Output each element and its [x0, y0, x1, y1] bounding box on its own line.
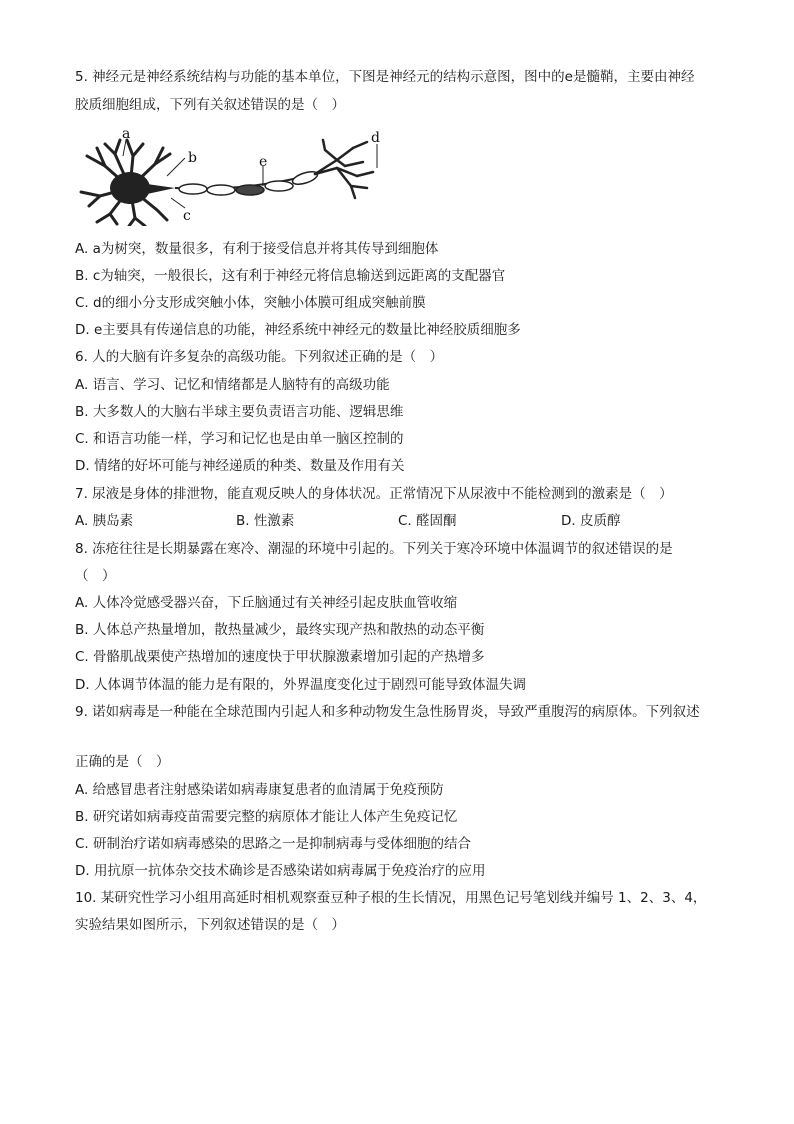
neuron-drawing: [75, 126, 395, 226]
q8-option-b: B. 人体总产热量增加，散热量减少，最终实现产热和散热的动态平衡: [75, 622, 485, 638]
q6-option-b: B. 大多数人的大脑右半球主要负责语言功能、逻辑思维: [75, 404, 404, 420]
q9-option-d: D. 用抗原一抗体杂交技术确诊是否感染诺如病毒属于免疫治疗的应用: [75, 863, 486, 879]
q9-option-b: B. 研究诺如病毒疫苗需要完整的病原体才能让人体产生免疫记忆: [75, 809, 458, 825]
axon-hillock: [147, 184, 175, 194]
label-c: c: [183, 208, 191, 224]
q6-stem: 6. 人的大脑有许多复杂的高级功能。下列叙述正确的是（ ）: [75, 349, 444, 365]
q9-option-c: C. 研制治疗诺如病毒感染的思路之一是抑制病毒与受体细胞的结合: [75, 836, 472, 852]
q5-option-a: A. a为树突，数量很多，有利于接受信息并将其传导到细胞体: [75, 241, 439, 257]
label-d: d: [371, 130, 380, 146]
label-b: b: [188, 150, 197, 166]
q6-option-a: A. 语言、学习、记忆和情绪都是人脑特有的高级功能: [75, 377, 390, 393]
q5-option-d: D. e主要具有传递信息的功能，神经系统中神经元的数量比神经胶质细胞多: [75, 322, 521, 338]
q8-stem-line2: （ ）: [75, 568, 116, 584]
cell-body: [110, 172, 150, 204]
q10-stem-line1: 10. 某研究性学习小组用高延时相机观察蚕豆种子根的生长情况，用黑色记号笔划线并编号 1、2、3、4，: [75, 890, 707, 906]
q5-stem-line1: 5. 神经元是神经系统结构与功能的基本单位，下图是神经元的结构示意图，图中的e是髓鞘，主要由神经: [75, 69, 695, 85]
q7-stem: 7. 尿液是身体的排泄物，能直观反映人的身体状况。正常情况下从尿液中不能检测到的激素是（ ）: [75, 486, 673, 502]
q8-option-d: D. 人体调节体温的能力是有限的，外界温度变化过于剧烈可能导致体温失调: [75, 677, 526, 693]
q9-option-a: A. 给感冒患者注射感染诺如病毒康复患者的血清属于免疫预防: [75, 782, 444, 798]
myelin-sheath: [179, 169, 319, 195]
q7-option-b: B. 性激素: [236, 513, 295, 529]
label-e: e: [259, 154, 268, 170]
q5-option-b: B. c为轴突，一般很长，这有利于神经元将信息输送到远距离的支配器官: [75, 268, 506, 284]
q9-stem-line2: 正确的是（ ）: [75, 754, 170, 770]
q8-option-a: A. 人体冷觉感受器兴奋，下丘脑通过有关神经引起皮肤血管收缩: [75, 595, 458, 611]
q8-option-c: C. 骨骼肌战栗使产热增加的速度快于甲状腺激素增加引起的产热增多: [75, 649, 485, 665]
q9-stem-line1: 9. 诺如病毒是一种能在全球范围内引起人和多种动物发生急性肠胃炎，导致严重腹泻的病原体。下列叙述: [75, 704, 700, 720]
q6-option-d: D. 情绪的好坏可能与神经递质的种类、数量及作用有关: [75, 458, 405, 474]
q7-option-d: D. 皮质醇: [561, 513, 621, 529]
q7-option-c: C. 醛固酮: [398, 513, 457, 529]
q10-stem-line2: 实验结果如图所示，下列叙述错误的是（ ）: [75, 917, 345, 933]
q5-stem-line2: 胶质细胞组成，下列有关叙述错误的是（ ）: [75, 97, 345, 113]
neuron-diagram: [75, 126, 395, 226]
axon-terminals: [315, 140, 373, 198]
q8-stem-line1: 8. 冻疮往往是长期暴露在寒冷、潮湿的环境中引起的。下列关于寒冷环境中体温调节的叙述错误的是: [75, 541, 673, 557]
q7-option-a: A. 胰岛素: [75, 513, 134, 529]
label-a: a: [122, 126, 131, 142]
q5-option-c: C. d的细小分支形成突触小体，突触小体膜可组成突触前膜: [75, 295, 426, 311]
q6-option-c: C. 和语言功能一样，学习和记忆也是由单一脑区控制的: [75, 431, 404, 447]
